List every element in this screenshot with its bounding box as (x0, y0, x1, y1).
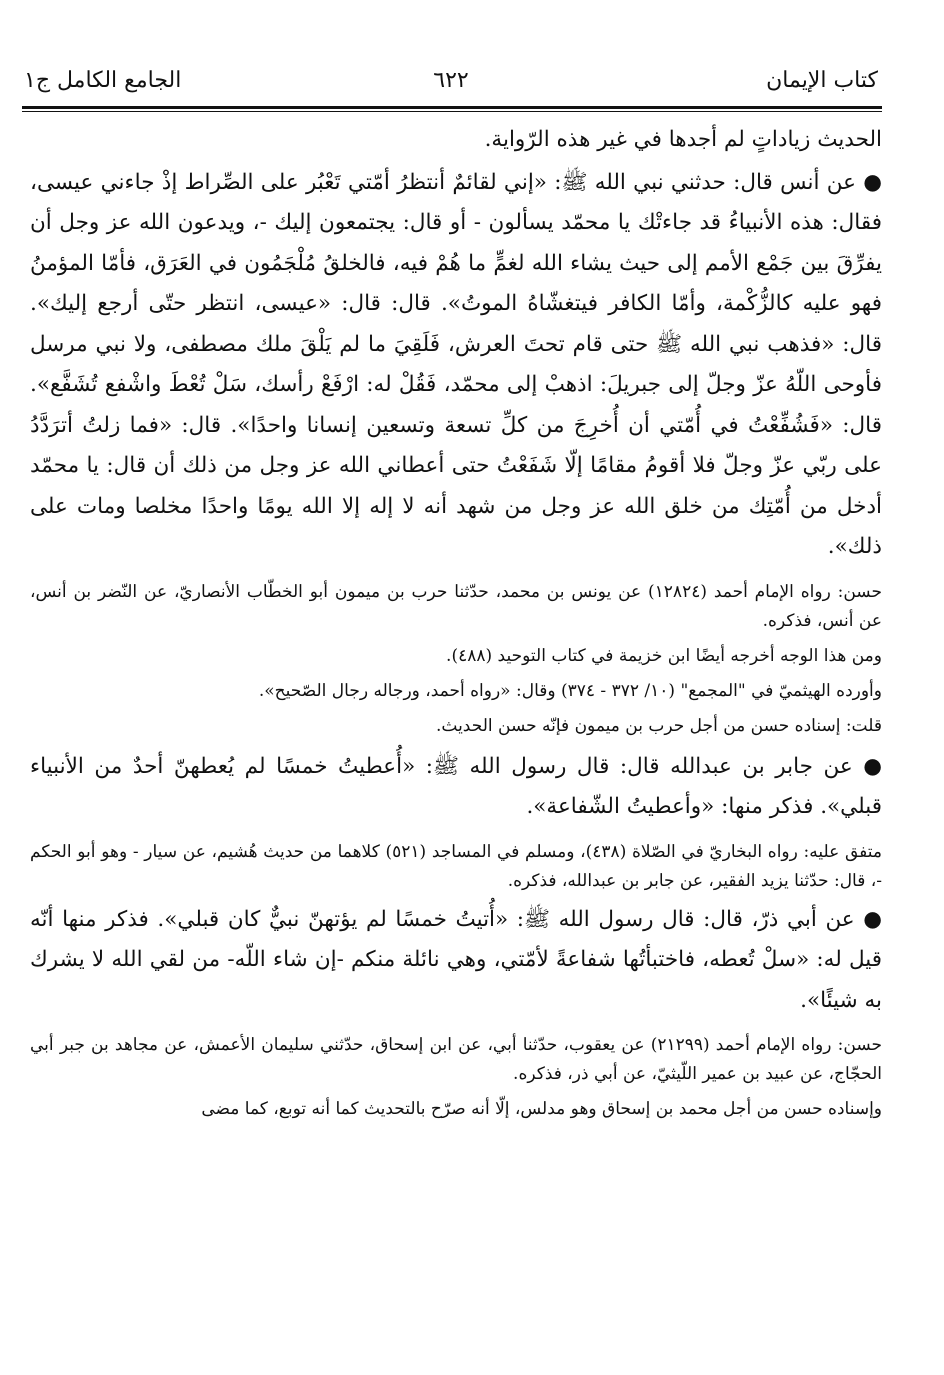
page-number: ٦٢٢ (433, 67, 469, 93)
page-header (24, 60, 878, 100)
header-rule-thick (22, 106, 882, 109)
header-rule-thin (22, 111, 882, 112)
text-paragraph: الحديث زياداتٍ لم أجدها في غير هذه الرّواية. (484, 127, 882, 152)
volume-title: الجامع الكامل ج١ (24, 67, 182, 93)
footnote-ibn-khuzaymah: ومن هذا الوجه أخرجه أيضًا ابن خزيمة في كتاب التوحيد (٤٨٨). (446, 645, 882, 666)
hadith-anas: ● عن أنس قال: حدثني نبي الله ﷺ: «إني لقائمٌ أنتظرُ أمّتي تَعْبُر على الصِّراط إذْ جاءني عيسى، فقال: هذه الأنبياءُ قد جاءتْك يا محمّد يسألون - أو قال: يجتمعون إليك -، ويدعون الله عز وجل أن يفرِّقَ بين جَمْع الأمم إلى حيث يشاء الله لغمٍّ ما هُمْ فيه، فالخلقُ مُلْجَمُون في العَرَق، فأمّا المؤمنُ فهو عليه كالزُّكْمة، وأمّا الكافر فيتغشّاهُ الموتُ». قال: قال: «عيسى، انتظر حتّى أرجع إليك». قال: «فذهب نبي الله ﷺ حتى قام تحتَ العرش، فَلَقِيَ ما لم يَلْقَ ملك مصطفى، ولا نبي مرسل فأوحى اللّهُ عزّ وجلّ إلى جبريلَ: اذهبْ إلى محمّد، فَقُلْ له: ارْفَعْ رأسك، سَلْ تُعْطَ واشْفع تُشَفَّع». قال: «فَشُفِّعْتُ في أُمّتي أن أُخرِجَ من كلِّ تسعة وتسعين إنسانا واحدًا». قال: «فما زلتُ أترَدَّدُ على ربّي عزّ وجلّ فلا أقومُ مقامًا إلّا شَفَعْتُ حتى أعطاني الله عز وجل من ذلك أن قال: يا محمّد أدخل من أُمّتِك من خلق الله عز وجل من شهد أنه لا إله إلا الله يومًا واحدًا مخلصا ومات على ذلك». (30, 169, 882, 559)
book-title: كتاب الإيمان (766, 67, 878, 93)
footnote-isnad: وإسناده حسن من أجل محمد بن إسحاق وهو مدلس، إلّا أنه صرّح بالتحديث كما أنه توبع، كما مضى (201, 1099, 882, 1119)
footnote-muttafaq: متفق عليه: رواه البخاريّ في الصّلاة (٤٣٨)، ومسلم في المساجد (٥٢١) كلاهما من حديث هُشيم، عن سيار - وهو أبو الحكم -، قال: حدّثنا يزيد الفقير، عن جابر بن عبدالله، فذكره. (30, 841, 883, 891)
hadith-abu-dharr: ● عن أبي ذرّ، قال: قال رسول الله ﷺ: «أُتيتُ خمسًا لم يؤتهنّ نبيٌّ كان قبلي». فذكر منها أنّه قيل له: «سلْ تُعطه، فاختبأتُها شفاعةً لأمّتي، وهي نائلة منكم -إن شاء اللّه- من لقي الله لا يشرك به شيئًا». (30, 906, 882, 1013)
footnote-takhrij: حسن: رواه الإمام أحمد (١٢٨٢٤) عن يونس بن محمد، حدّثنا حرب بن ميمون أبو الخطّاب الأنصاريّ، عن النّضر بن أنس، عن أنس، فذكره. (30, 581, 882, 631)
hadith-jabir: ● عن جابر بن عبدالله قال: قال رسول الله ﷺ: «أُعطيتُ خمسًا لم يُعطهنّ أحدٌ من الأنبياء قبلي». فذكر منها: «وأعطيتُ الشّفاعة». (30, 753, 882, 819)
footnote-ahmad: حسن: رواه الإمام أحمد (٢١٢٩٩) عن يعقوب، حدّثنا أبي، عن ابن إسحاق، حدّثني سليمان الأعمش، عن مجاهد بن جبر أبي الحجّاج، عن عبيد بن عمير اللّيثيّ، عن أبي ذر، فذكره. (30, 1035, 882, 1084)
footnote-haythami: وأورده الهيثميّ في "المجمع" (١٠/ ٣٧٢ - ٣٧٤) وقال: «رواه أحمد، ورجاله رجال الصّحيح». (258, 680, 882, 701)
page-body (30, 120, 882, 1124)
footnote-comment: قلت: إسناده حسن من أجل حرب بن ميمون فإنّه حسن الحديث. (435, 715, 882, 736)
